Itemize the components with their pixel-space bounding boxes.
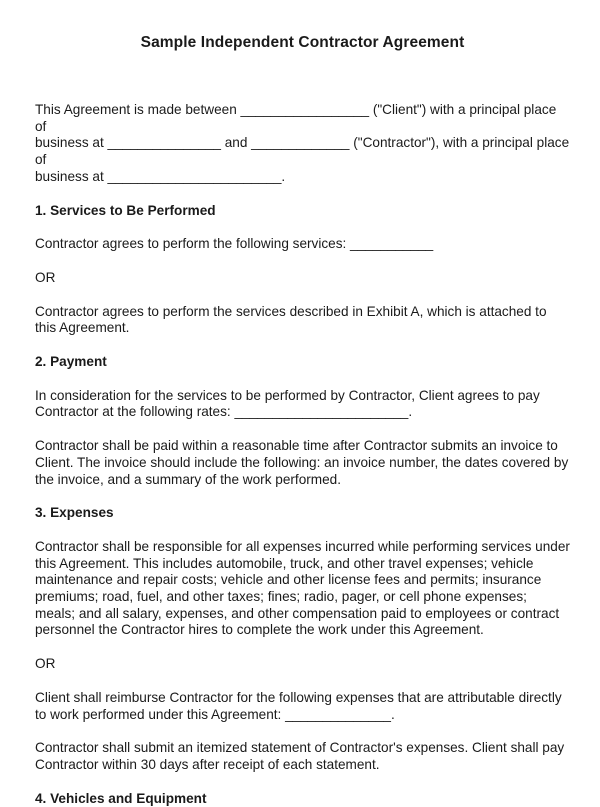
services-paragraph-1: Contractor agrees to perform the following services: ___________	[35, 236, 434, 252]
section-heading-vehicles: 4. Vehicles and Equipment	[35, 790, 207, 806]
section-heading-expenses: 3. Expenses	[35, 505, 114, 521]
services-or: OR	[35, 269, 56, 285]
intro-line-1: This Agreement is made between _________________ ("Client") with a principal place of	[35, 102, 557, 134]
intro-paragraph	[35, 102, 570, 186]
section-heading-payment: 2. Payment	[35, 354, 107, 370]
payment-paragraph-2: Contractor shall be paid within a reasonable time after Contractor submits an invoice to Client. The invoice should include the following: an invoice number, the dates covered by the invoice, and a summary of the work performed.	[35, 438, 569, 487]
expenses-paragraph-2: Client shall reimburse Contractor for the following expenses that are attributable directly to work performed under this Agreement: ______________.	[35, 689, 562, 722]
services-paragraph-2: Contractor agrees to perform the services described in Exhibit A, which is attached to this Agreement.	[35, 303, 547, 336]
intro-line-3: business at _______________________.	[35, 168, 286, 184]
intro-line-2: business at _______________ and _____________ ("Contractor"), with a principal place of	[35, 135, 570, 168]
expenses-or: OR	[35, 656, 56, 672]
payment-paragraph-1: In consideration for the services to be performed by Contractor, Client agrees to pay Contractor at the following rates: _______________________.	[35, 387, 540, 420]
expenses-paragraph-3: Contractor shall submit an itemized statement of Contractor's expenses. Client shall pay Contractor within 30 days after receipt of each statement.	[35, 740, 565, 772]
document-title: Sample Independent Contractor Agreement	[140, 34, 465, 51]
section-heading-services: 1. Services to Be Performed	[35, 202, 216, 218]
expenses-paragraph-1: Contractor shall be responsible for all expenses incurred while performing services under this Agreement. This includes automobile, truck, and other travel expenses; vehicle maintenance and repair costs; vehicle and other license fees and permits; insurance premiums; road, fuel, and other taxes; fines; radio, pager, or cell phone expenses; meals; and all salary, expenses, and other compensation paid to employees or contract personnel the Contractor hires to complete the work under this Agreement.	[35, 538, 570, 638]
